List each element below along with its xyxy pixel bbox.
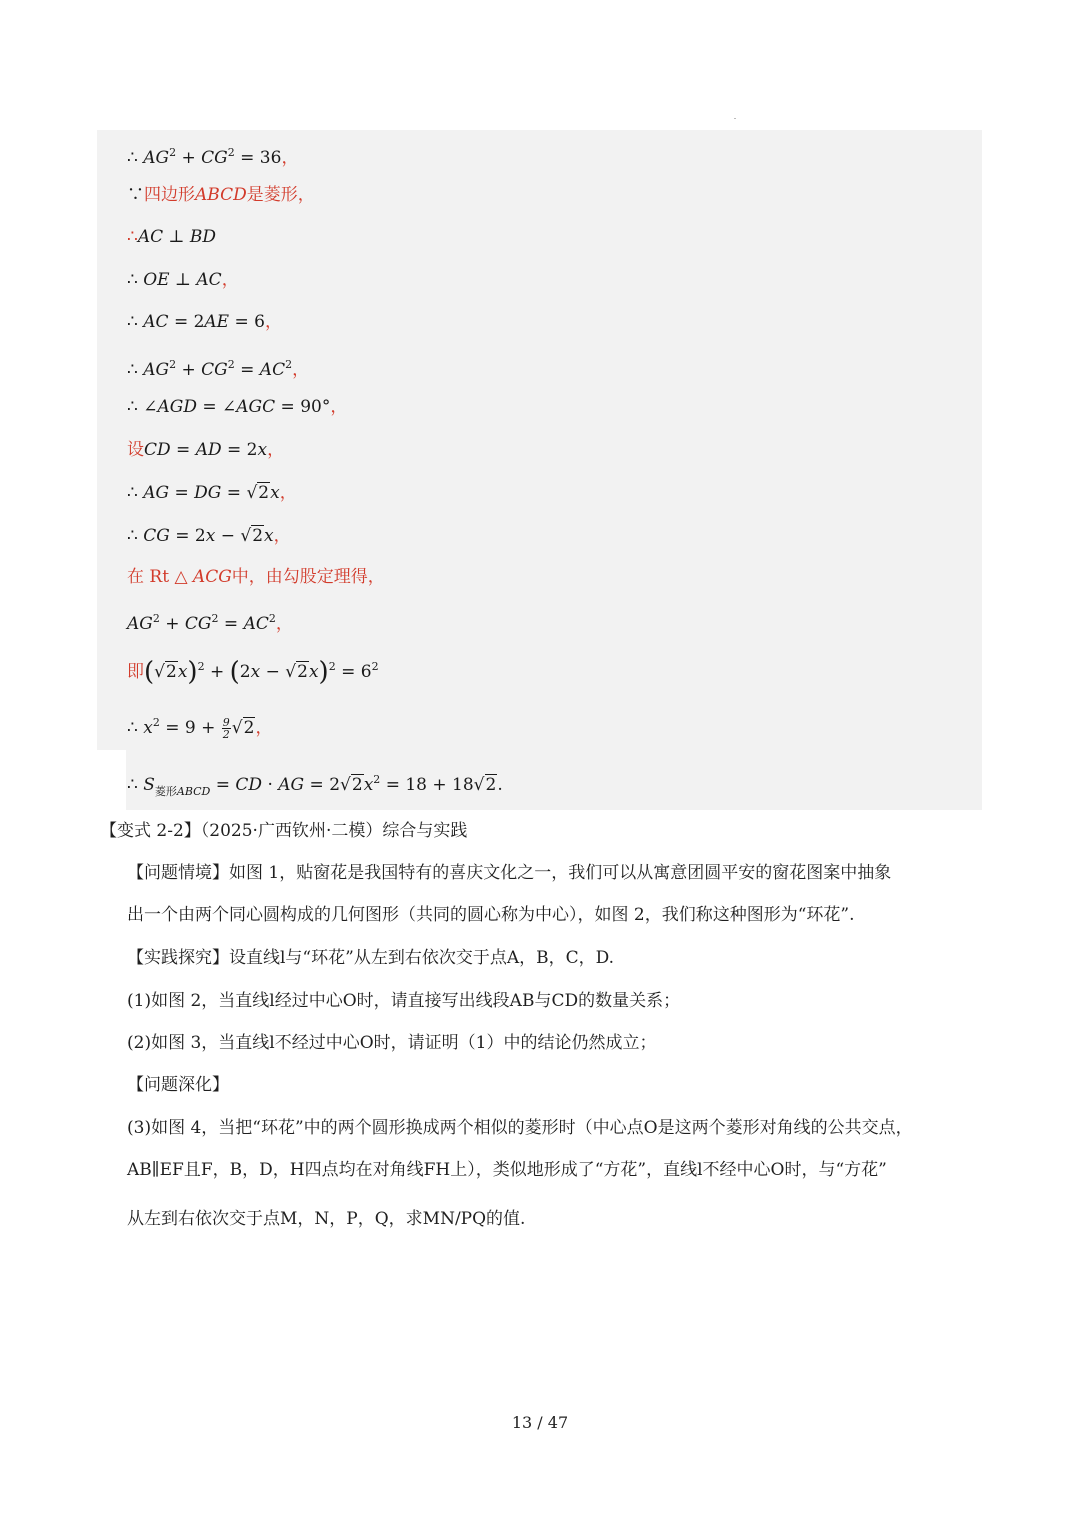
solution-line-2: ∵四边形ABCD是菱形， bbox=[127, 185, 315, 205]
solution-line-11: 在 Rt △ ACG中，由勾股定理得， bbox=[127, 567, 385, 587]
solution-line-14: ∴ $x^2 = 9$ + $\frac{9}{2}$ √2， bbox=[127, 716, 273, 741]
deepen-tag: 【问题深化】 bbox=[127, 1075, 229, 1095]
page-number: 13 / 47 bbox=[511, 1413, 569, 1432]
situation-text-1: 如图 1，贴窗花是我国特有的喜庆文化之一，我们可以从寓意团圆平安的窗花图案中抽象 bbox=[229, 863, 892, 883]
solution-box bbox=[97, 130, 982, 810]
solution-line-15: ∴ $S_{菱形ABCD}$ = CD · AG = $2√2x^2 = 18 + 18√2$. bbox=[127, 773, 503, 798]
solution-line-1: ∴ $AG^2 + CG^2 = 36$， bbox=[127, 146, 299, 168]
solution-line-6: ∴ $AG^2 + CG^2 = AC^2$， bbox=[127, 358, 310, 380]
question-3-line-1: (3)如图 4，当把“环花”中的两个圆形换成两个相似的菱形时（中心点O是这两个菱形对角线的公共交点， bbox=[127, 1118, 913, 1138]
situation-tag: 【问题情境】 bbox=[127, 863, 229, 883]
solution-line-5: ∴ AC = 2AE = 6， bbox=[127, 312, 282, 332]
explore-paragraph bbox=[127, 946, 614, 970]
variant-heading: 【变式 2-2】（2025·广西钦州·二模）综合与实践 bbox=[100, 821, 468, 841]
solution-line-9: ∴ AG = DG = √2x， bbox=[127, 483, 297, 503]
solution-line-8: 设CD = AD = 2x， bbox=[127, 440, 285, 460]
solution-line-10: ∴ CG = 2x − √2x， bbox=[127, 526, 291, 546]
solution-line-13: 即$(√2x)^2 + (2x - √2x)^2 = 6^2$ bbox=[127, 657, 379, 687]
scan-speck bbox=[734, 118, 736, 119]
situation-paragraph-1 bbox=[127, 861, 891, 885]
explore-text: 设直线l与“环花”从左到右依次交于点A，B，C，D. bbox=[229, 948, 615, 968]
question-3-line-2: AB∥EF且F，B，D，H四点均在对角线FH上），类似地形成了“方花”，直线l不经中心O时，与“方花” bbox=[127, 1160, 887, 1180]
situation-paragraph-2: 出一个由两个同心圆构成的几何图形（共同的圆心称为中心），如图 2，我们称这种图形为“环花”. bbox=[127, 905, 855, 925]
solution-line-3: ∴AC ⊥ BD bbox=[127, 227, 217, 247]
explore-tag: 【实践探究】 bbox=[127, 948, 229, 968]
question-2: (2)如图 3，当直线l不经过中心O时，请证明（1）中的结论仍然成立； bbox=[127, 1033, 657, 1053]
question-3-line-3: 从左到右依次交于点M，N，P，Q，求MN/PQ的值. bbox=[127, 1209, 526, 1229]
solution-line-4: ∴ OE ⊥ AC， bbox=[127, 270, 239, 290]
solution-line-12: $AG^2 + CG^2 = AC^2$， bbox=[127, 612, 293, 634]
question-1: (1)如图 2，当直线l经过中心O时，请直接写出线段AB与CD的数量关系； bbox=[127, 991, 681, 1011]
box-notch bbox=[97, 750, 126, 810]
solution-line-7: ∴ ∠AGD = ∠AGC = 90°， bbox=[127, 397, 348, 417]
